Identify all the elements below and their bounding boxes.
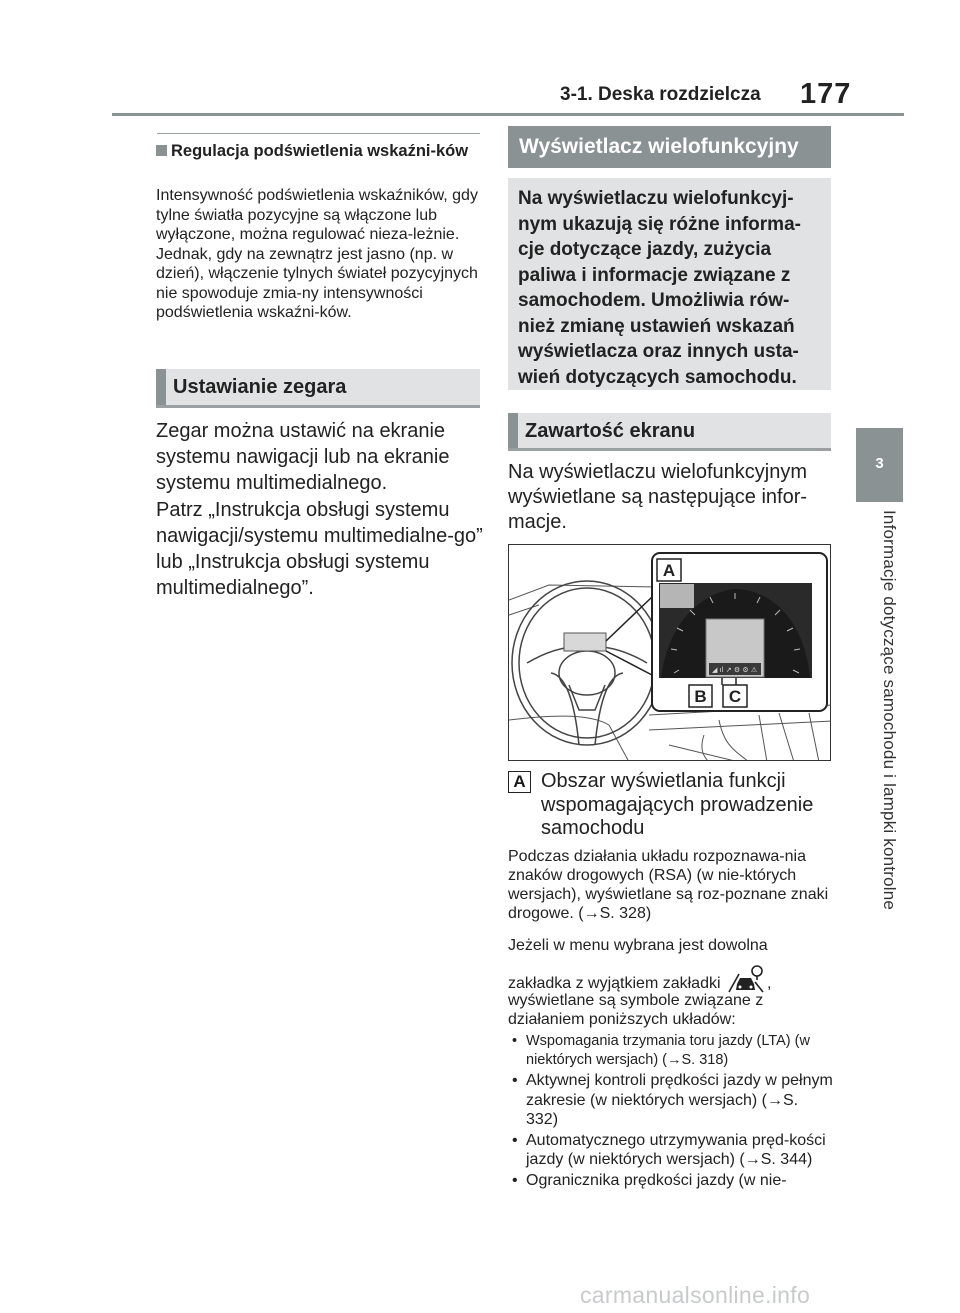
square-bullet-icon bbox=[156, 145, 167, 156]
intro-text: Na wyświetlaczu wielofunkcyj-nym ukazują się różne informa-cje dotyczące jazdy, zużycia paliwa i informacje związane z samochodem. Umożliwia rów-nież zmianę ustawień wskazań wyświetlacza oraz innych usta-wień dotyczących samochodu. bbox=[518, 188, 801, 388]
list-item: • Ogranicznika prędkości jazdy (w nie- bbox=[508, 1171, 834, 1191]
figure-label-a: A bbox=[662, 561, 676, 580]
dashboard-drawing bbox=[509, 545, 831, 761]
driving-assist-car-icon bbox=[725, 964, 767, 994]
chapter-number: 3 bbox=[875, 455, 884, 472]
figure-label-c: C bbox=[728, 687, 742, 706]
svg-text:◢ ıl ↗ ⚙ ⚙ ⚠: ◢ ıl ↗ ⚙ ⚙ ⚠ bbox=[712, 666, 758, 674]
item-badge-a: A bbox=[508, 771, 531, 793]
section-heading-multi-display bbox=[508, 126, 831, 168]
watermark: carmanualsonline.info bbox=[580, 1282, 811, 1308]
item-body: Podczas działania układu rozpoznawa-nia znaków drogowych (RSA) (w nie-których wersjach), wyświetlane są roz-poznane znaki drogowe. (→S. 328) bbox=[508, 848, 829, 922]
item-title: Obszar wyświetlania funkcji wspomagających prowadzenie samochodu bbox=[541, 770, 814, 839]
section-heading-text: Ustawianie zegara bbox=[173, 376, 347, 398]
subsection-rule bbox=[157, 133, 480, 134]
item-body-with-icon bbox=[508, 964, 834, 994]
section-heading-text: Zawartość ekranu bbox=[525, 420, 696, 442]
chapter-title-vertical: Informacje dotyczące samochodu i lampki kontrolne bbox=[880, 510, 899, 911]
paragraph: Na wyświetlaczu wielofunkcyjnym wyświetlane są następujące infor-macje. bbox=[508, 461, 808, 533]
item-body: wyświetlane są symbole związane z działaniem poniższych układów: bbox=[508, 992, 764, 1028]
heading-bar bbox=[156, 369, 166, 405]
header-rule bbox=[112, 113, 904, 116]
paragraph: Patrz „Instrukcja obsługi systemu nawigacji/systemu multimedialne-go” lub „Instrukcja obsługi systemu multimedialnego”. bbox=[156, 499, 483, 599]
subsection-body: Intensywność podświetlenia wskaźników, gdy tylne światła pozycyjne są włączone lub wyłączone, można regulować nieza-leżnie. Jednak, gdy na zewnątrz jest jasno (np. w dzień), włączenie tylnych świateł pozycyjnych nie spowoduje zmia-ny intensywności podświetlenia wskaźni-ków. bbox=[156, 187, 478, 321]
figure-label-b: B bbox=[694, 687, 707, 706]
section-heading-text: Wyświetlacz wielofunkcyjny bbox=[519, 135, 799, 158]
list-item: • Automatycznego utrzymywania pręd-kości jazdy (w niektórych wersjach) (→S. 344) bbox=[508, 1131, 834, 1170]
heading-bar bbox=[508, 413, 518, 448]
paragraph: Zegar można ustawić na ekranie systemu nawigacji lub na ekranie systemu multimedialnego. bbox=[156, 420, 450, 494]
system-list bbox=[508, 1032, 834, 1191]
item-body-text: zakładka z wyjątkiem zakładki bbox=[508, 975, 721, 992]
section-heading-screen-content bbox=[508, 413, 831, 451]
list-item: • Wspomagania trzymania toru jazdy (LTA) (w niektórych wersjach) (→S. 318) bbox=[508, 1032, 834, 1070]
subsection-title bbox=[156, 142, 481, 161]
section-heading-clock bbox=[156, 369, 480, 408]
item-body-text: , bbox=[766, 975, 772, 992]
steering-wheel bbox=[512, 581, 662, 745]
page-number: 177 bbox=[800, 78, 852, 110]
subsection-title-text: Regulacja podświetlenia wskaźni-ków bbox=[171, 142, 469, 160]
running-header-title: 3-1. Deska rozdzielcza bbox=[560, 84, 761, 105]
item-body: Jeżeli w menu wybrana jest dowolna bbox=[508, 937, 768, 954]
intro-box bbox=[508, 178, 831, 390]
dashboard-illustration bbox=[508, 544, 831, 761]
list-item: • Aktywnej kontroli prędkości jazdy w pełnym zakresie (w niektórych wersjach) (→S. 332) bbox=[508, 1071, 834, 1130]
